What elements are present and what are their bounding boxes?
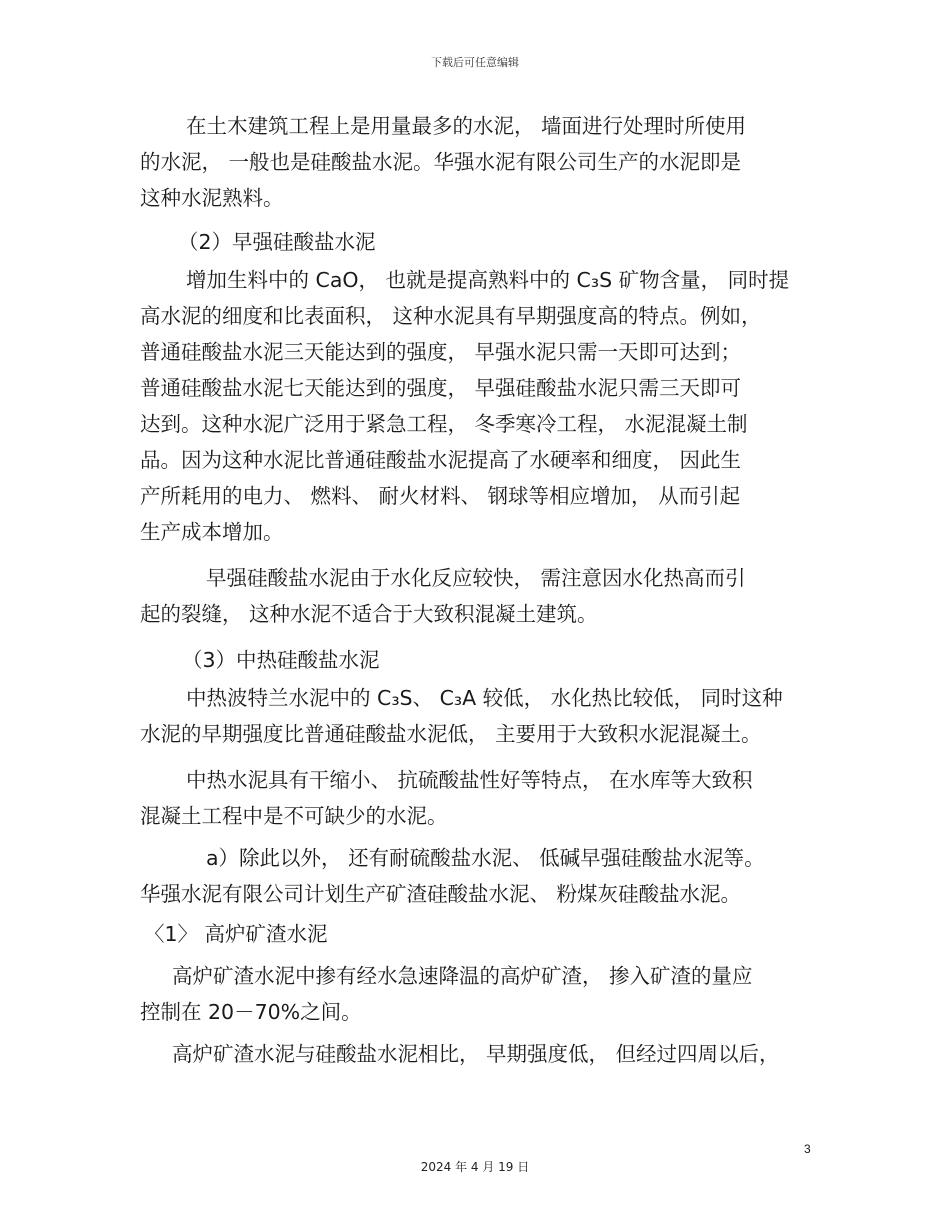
text-line: 高炉矿渣水泥中掺有经水急速降温的高炉矿渣， 掺入矿渣的量应: [172, 964, 753, 988]
page-footer-date: 2024 年 4 月 19 日: [420, 1160, 530, 1174]
text-line: 在土木建筑工程上是用量最多的水泥， 墙面进行处理时所使用: [186, 114, 747, 138]
section-heading: （2）早强硅酸盐水泥: [178, 230, 376, 254]
text-line: 混凝土工程中是不可缺少的水泥。: [140, 804, 448, 828]
text-line: 高炉矿渣水泥与硅酸盐水泥相比， 早期强度低， 但经过四周以后，: [172, 1042, 780, 1066]
text-line: 中热水泥具有干缩小、 抗硫酸盐性好等特点， 在水库等大致积: [186, 768, 753, 792]
text-line: 中热波特兰水泥中的 C₃S、 C₃A 较低， 水化热比较低， 同时这种: [186, 686, 783, 710]
text-line: 达到。这种水泥广泛用于紧急工程， 冬季寒冷工程， 水泥混凝土制: [140, 412, 748, 436]
text-line: a）除此以外， 还有耐硫酸盐水泥、 低碱早强硅酸盐水泥等。: [206, 846, 765, 870]
text-line: 水泥的早期强度比普通硅酸盐水泥低， 主要用于大致积水泥混凝土。: [140, 722, 762, 746]
text-line: 品。因为这种水泥比普通硅酸盐水泥提高了水硬率和细度， 因此生: [140, 448, 742, 472]
page-header: 下载后可任意编辑: [431, 56, 519, 69]
section-heading: （3）中热硅酸盐水泥: [182, 648, 380, 672]
text-line: 早强硅酸盐水泥由于水化反应较快， 需注意因水化热高而引: [206, 566, 746, 590]
text-line: 这种水泥熟料。: [140, 186, 284, 210]
text-line: 高水泥的细度和比表面积， 这种水泥具有早期强度高的特点。例如，: [140, 304, 762, 328]
text-line: 普通硅酸盐水泥七天能达到的强度， 早强硅酸盐水泥只需三天即可: [140, 376, 742, 400]
text-line: 产所耗用的电力、 燃料、 耐火材料、 钢球等相应增加， 从而引起: [140, 484, 741, 508]
text-line: 普通硅酸盐水泥三天能达到的强度， 早强水泥只需一天即可达到；: [140, 340, 742, 364]
text-line: 生产成本增加。: [140, 520, 284, 544]
page-number: 3: [804, 1142, 811, 1156]
text-line: 控制在 20－70%之间。: [140, 1000, 362, 1024]
text-line: 华强水泥有限公司计划生产矿渣硅酸盐水泥、 粉煤灰硅酸盐水泥。: [140, 882, 742, 906]
text-line: 的水泥， 一般也是硅酸盐水泥。华强水泥有限公司生产的水泥即是: [140, 150, 742, 174]
text-line: 起的裂缝， 这种水泥不适合于大致积混凝土建筑。: [140, 602, 598, 626]
text-line: 增加生料中的 CaO， 也就是提高熟料中的 C₃S 矿物含量， 同时提: [186, 268, 790, 292]
section-heading: 〈1〉 高炉矿渣水泥: [144, 922, 328, 946]
